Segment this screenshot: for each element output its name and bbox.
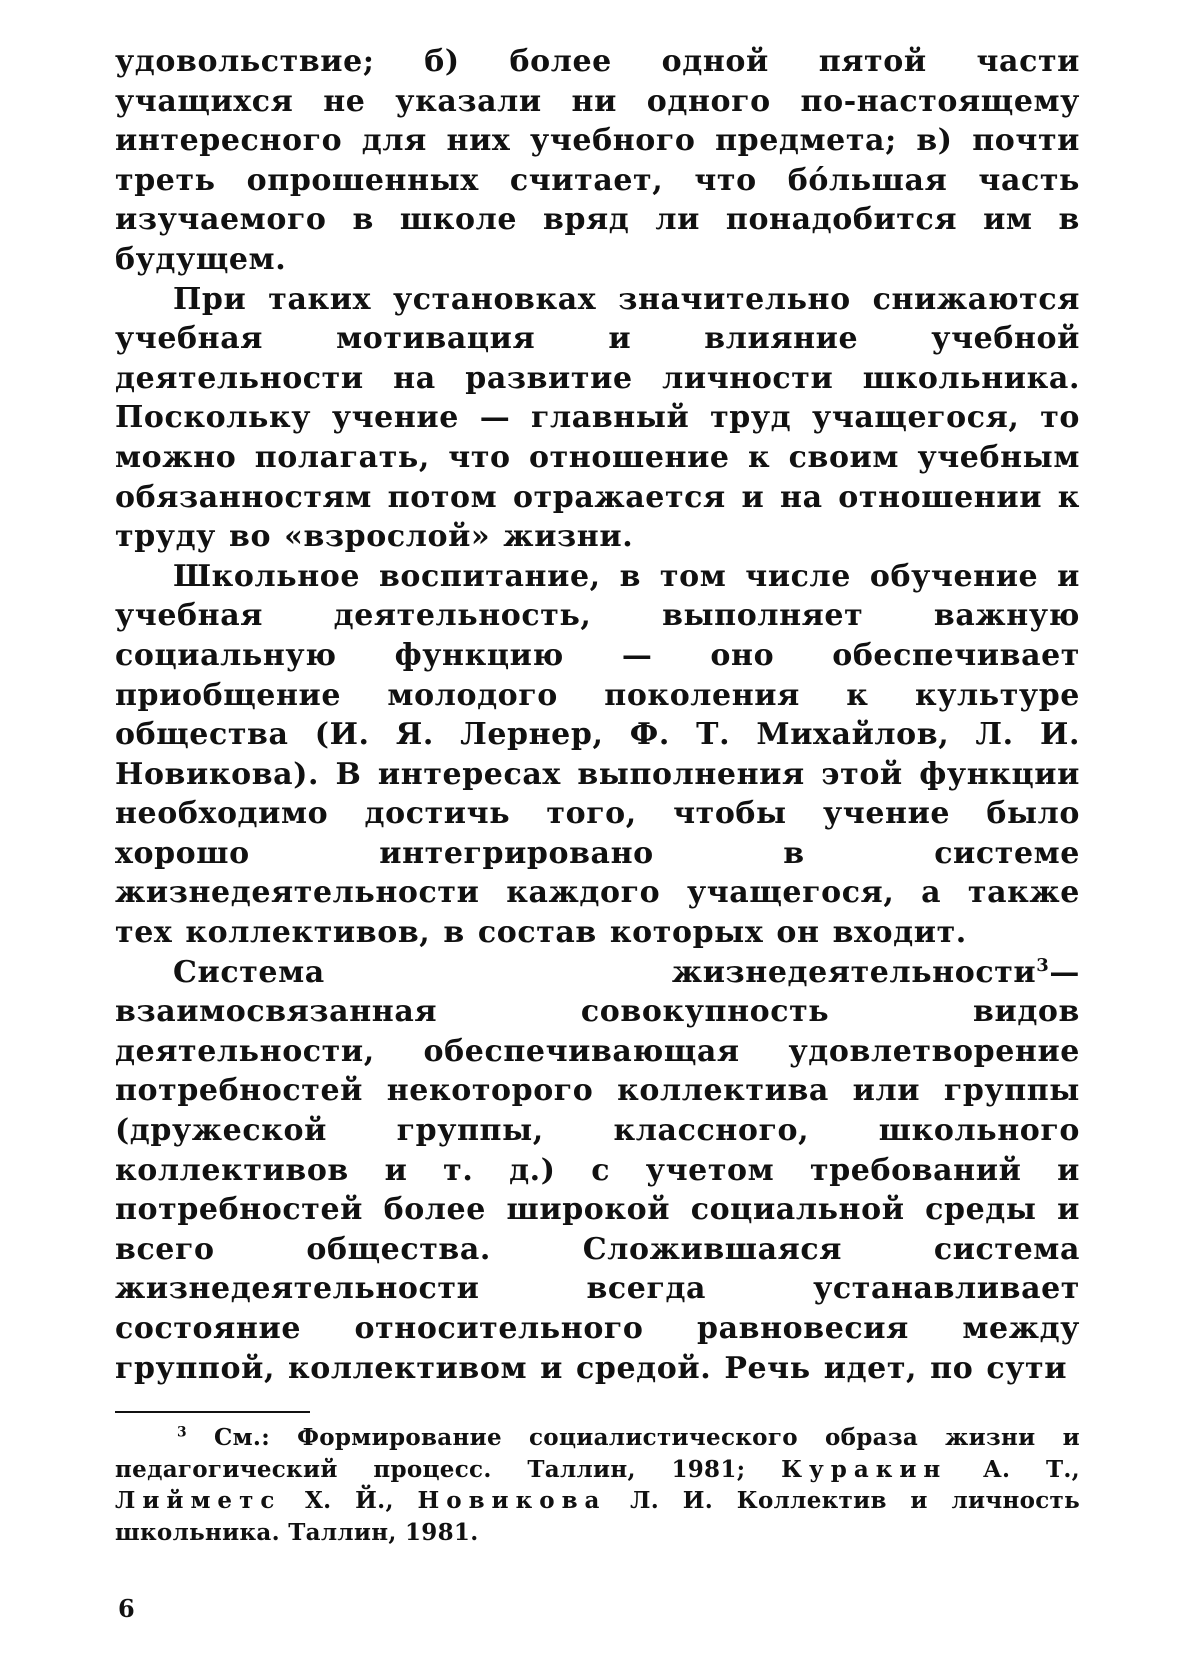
paragraph-4 xyxy=(115,953,1080,1389)
footnote-author-1: Куракин xyxy=(781,1455,948,1483)
footnote-author-2: Лийметс xyxy=(115,1487,282,1514)
defined-term: Система жизнедеятельности xyxy=(173,954,1037,990)
footnote-mark: 3 xyxy=(177,1424,187,1441)
paragraph-3: Школьное воспитание, в том числе обучение и учебная деятельность, выполняет важную социальную функцию — оно обеспечивает приобщение молодого поколения к культуре общества (И. Я. Лернер, Ф. Т. Михайлов, Л. И. Новикова). В интересах выполнения этой функции необходимо достичь того, чтобы учение было хорошо интегрировано в системе жизнедеятельности каждого учащегося, а также тех коллективов, в состав которых он входит. xyxy=(115,558,1080,951)
footnote-text-b: А. Т., xyxy=(982,1455,1080,1483)
footnote-text-d: Л. И. Коллектив и личность школьника. Таллин, 1981. xyxy=(115,1487,1081,1546)
footnote-text-c: Х. Й., xyxy=(305,1487,394,1514)
footnote-divider xyxy=(115,1411,310,1413)
main-text xyxy=(115,42,1080,1388)
footnote-reference: 3 xyxy=(1036,954,1050,976)
page-number: 6 xyxy=(118,1594,135,1623)
footnote xyxy=(115,1422,1080,1548)
footnote-author-3: Новикова xyxy=(417,1487,607,1514)
definition-text: — взаимосвязанная совокупность видов деятельности, обеспечивающая удовлетворение потребностей некоторого коллектива или группы (дружеской группы, классного, школьного коллективов и т. д.) с учетом требований и потребностей более широкой социальной среды и всего общества. Сложившаяся система жизнедеятельности всегда устанавливает состояние относительного равновесия между группой, коллективом и средой. Речь идет, по сути xyxy=(115,954,1080,1386)
paragraph-1: удовольствие; б) более одной пятой части учащихся не указали ни одного по-настоящему интересного для них учебного предмета; в) почти треть опрошенных считает, что бо́льшая часть изучаемого в школе вряд ли понадобится им в будущем. xyxy=(115,44,1080,277)
footnote-text-a: См.: Формирование социалистического образа жизни и педагогический процесс. Таллин, 1981; xyxy=(115,1424,1081,1483)
paragraph-2: При таких установках значительно снижаются учебная мотивация и влияние учебной деятельности на развитие личности школьника. Поскольку учение — главный труд учащегося, то можно полагать, что отношение к своим учебным обязанностям потом отражается и на отношении к труду во «взрослой» жизни. xyxy=(115,281,1080,555)
